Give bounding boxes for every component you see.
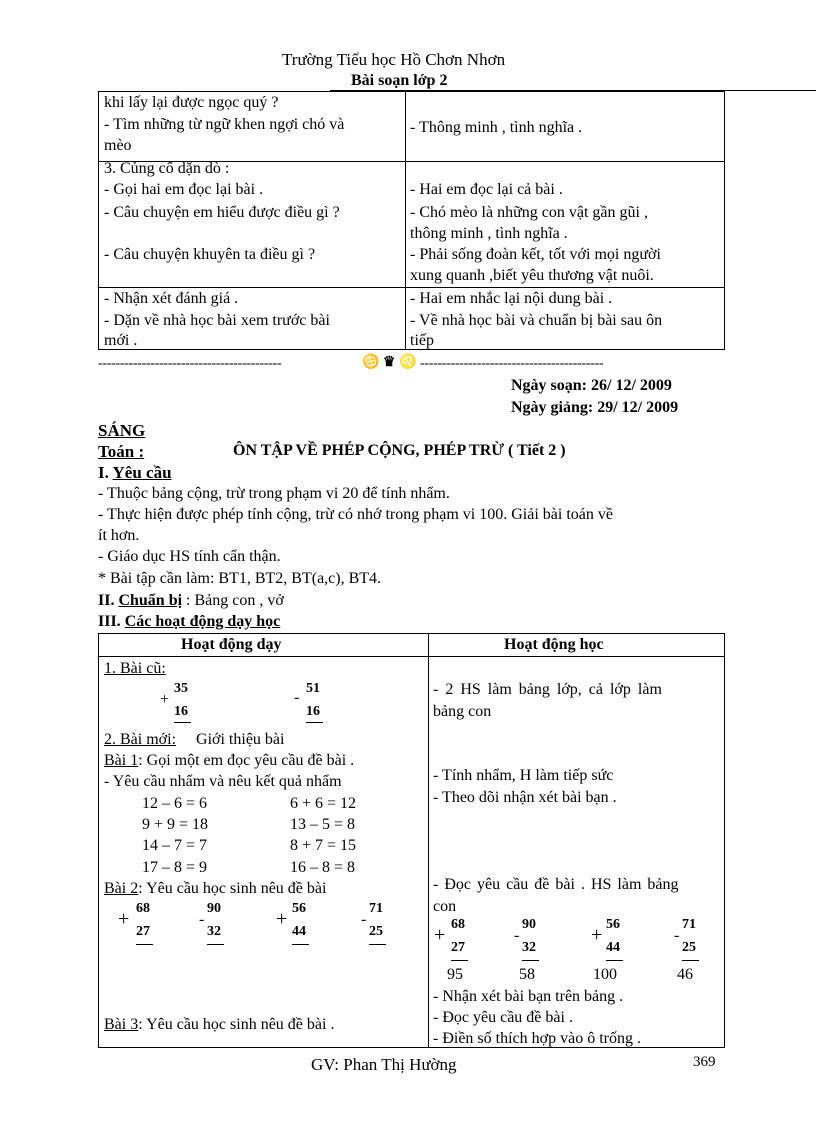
operand-top: 71 [682, 917, 696, 932]
operand-top: 90 [207, 901, 221, 916]
operand-top: 68 [136, 901, 150, 916]
operand-bottom: 32 [522, 940, 536, 955]
requirement-item: - Thuộc bảng cộng, trừ trong phạm vi 20 để tính nhẩm. [98, 485, 450, 502]
difference-line [522, 960, 539, 961]
table-cell: xung quanh ,biết yêu thương vật nuôi. [410, 267, 654, 284]
table-cell: - Hai em đọc lại cả bài . [410, 181, 563, 198]
operand-bottom: 16 [174, 704, 188, 719]
plus-sign: + [434, 924, 446, 946]
section-consolidate: 3. Củng cố dặn dò : [104, 160, 230, 177]
student-activity: - 2 HS làm bảng lớp, cả lớp làm [433, 681, 662, 698]
table-cell: - Gọi hai em đọc lại bài . [104, 181, 264, 198]
mental-calc: 6 + 6 = 12 [290, 795, 357, 812]
operand-bottom: 16 [306, 704, 320, 719]
requirement-item: * Bài tập cần làm: BT1, BT2, BT(a,c), BT4. [98, 570, 382, 587]
table-cell: - Câu chuyện khuyên ta điều gì ? [104, 246, 316, 263]
exercise-2: Bài 2: Yêu cầu học sinh nêu đề bài [104, 880, 327, 897]
sum-line [136, 944, 153, 945]
requirement-item: ít hơn. [98, 527, 140, 544]
table-cell: - Chó mèo là những con vật gần gũi , [410, 204, 648, 221]
operand-top: 35 [174, 681, 188, 696]
calc-result: 95 [447, 966, 463, 983]
plus-sign: + [160, 691, 170, 708]
sum-line [174, 722, 191, 723]
mental-calc: 16 – 8 = 8 [290, 859, 356, 876]
date-taught: Ngày giảng: 29/ 12/ 2009 [511, 399, 679, 416]
difference-line [306, 722, 323, 723]
section-requirements: I. Yêu cầu [98, 463, 172, 482]
operand-bottom: 27 [136, 924, 150, 939]
table-cell: - Nhận xét đánh giá . [104, 290, 239, 307]
table-cell: - Thông minh , tình nghĩa . [410, 119, 583, 136]
separator-right: ------------------------------------------ [420, 356, 604, 371]
session-label: SÁNG [98, 421, 146, 440]
mental-calc: 17 – 8 = 9 [142, 859, 208, 876]
table-cell: mèo [104, 137, 132, 154]
operand-bottom: 44 [292, 924, 306, 939]
difference-line [682, 960, 699, 961]
minus-sign: - [361, 911, 367, 928]
requirement-item: - Giáo dục HS tính cẩn thận. [98, 548, 281, 565]
activities-table [98, 633, 725, 1048]
exercise-1: Bài 1: Gọi một em đọc yêu cầu đề bài . [104, 752, 355, 769]
operand-bottom: 44 [606, 940, 620, 955]
column-header-student: Hoạt động học [504, 636, 604, 653]
requirement-item: - Thực hiện được phép tính cộng, trừ có nhớ trong phạm vi 100. Giải bài toán về [98, 506, 613, 523]
school-name: Trường Tiểu học Hồ Chơn Nhơn [282, 50, 506, 69]
table-cell: - Về nhà học bài và chuẩn bị bài sau ôn [410, 312, 663, 329]
page-number: 369 [693, 1054, 716, 1070]
operand-top: 51 [306, 681, 320, 696]
sum-line [451, 960, 468, 961]
student-activity: - Theo dõi nhận xét bài bạn . [433, 789, 617, 806]
operand-bottom: 25 [682, 940, 696, 955]
lesson-title: ÔN TẬP VỀ PHÉP CỘNG, PHÉP TRỪ ( Tiết 2 ) [233, 442, 566, 459]
calc-result: 100 [593, 966, 617, 983]
table-cell: - Phải sống đoàn kết, tốt với mọi người [410, 246, 661, 263]
student-activity: bảng con [433, 703, 492, 720]
table-cell: - Dặn về nhà học bài xem trước bài [104, 312, 330, 329]
class-title: Bài soạn lớp 2 [351, 72, 448, 89]
plus-sign: + [118, 908, 130, 930]
separator-left: ------------------------------------------ [98, 356, 282, 371]
operand-top: 68 [451, 917, 465, 932]
table-cell: - Tìm những từ ngữ khen ngợi chó và [104, 116, 345, 133]
column-header-teacher: Hoạt động dạy [181, 636, 282, 653]
difference-line [207, 944, 224, 945]
operand-bottom: 27 [451, 940, 465, 955]
operand-top: 90 [522, 917, 536, 932]
student-activity: - Tính nhẩm, H làm tiếp sức [433, 767, 614, 784]
mental-calc: 14 – 7 = 7 [142, 837, 208, 854]
new-lesson-label: 2. Bài mới: Giới thiệu bài [104, 731, 285, 748]
student-activity: - Đọc yêu cầu đề bài . [433, 1009, 573, 1026]
mental-calc: 9 + 9 = 18 [142, 816, 209, 833]
student-activity: - Nhận xét bài bạn trên bảng . [433, 988, 624, 1005]
mental-calc: 12 – 6 = 6 [142, 795, 208, 812]
section-activities: III. Các hoạt động dạy học [98, 613, 281, 630]
table-cell: - Câu chuyện em hiểu được điều gì ? [104, 204, 340, 221]
ornament-icon: ♋ ♛ ♌ [362, 355, 417, 370]
teacher-name: GV: Phan Thị Hường [311, 1055, 457, 1074]
operand-bottom: 32 [207, 924, 221, 939]
exercise-1-task: - Yêu cầu nhẩm và nêu kết quả nhẩm [104, 773, 342, 790]
table-cell: mới . [104, 332, 138, 349]
calc-result: 58 [519, 966, 535, 983]
exercise-3: Bài 3: Yêu cầu học sinh nêu đề bài . [104, 1016, 335, 1033]
table-cell: tiếp [410, 332, 434, 349]
student-activity: - Điền số thích hợp vào ô trống . [433, 1030, 641, 1047]
plus-sign: + [591, 924, 603, 946]
table-cell: thông minh , tình nghĩa . [410, 225, 568, 242]
minus-sign: - [674, 927, 680, 944]
plus-sign: + [276, 908, 288, 930]
date-prepared: Ngày soạn: 26/ 12/ 2009 [511, 377, 672, 394]
table-cell: khi lấy lại được ngọc quý ? [104, 94, 279, 111]
student-activity: con [433, 898, 457, 915]
difference-line [369, 944, 386, 945]
lesson-table-continued [98, 91, 725, 350]
minus-sign: - [199, 911, 205, 928]
minus-sign: - [294, 689, 300, 706]
mental-calc: 13 – 5 = 8 [290, 816, 356, 833]
sum-line [606, 960, 623, 961]
old-lesson-label: 1. Bài cũ: [104, 660, 166, 677]
section-preparation: II. Chuẩn bị : Bảng con , vở [98, 592, 284, 609]
operand-top: 71 [369, 901, 383, 916]
sum-line [292, 944, 309, 945]
operand-bottom: 25 [369, 924, 383, 939]
student-activity: - Đọc yêu cầu đề bài . HS làm bảng [433, 876, 679, 893]
table-cell: - Hai em nhắc lại nội dung bài . [410, 290, 613, 307]
calc-result: 46 [677, 966, 693, 983]
operand-top: 56 [292, 901, 306, 916]
minus-sign: - [514, 927, 520, 944]
operand-top: 56 [606, 917, 620, 932]
mental-calc: 8 + 7 = 15 [290, 837, 357, 854]
subject-label: Toán : [98, 442, 145, 461]
